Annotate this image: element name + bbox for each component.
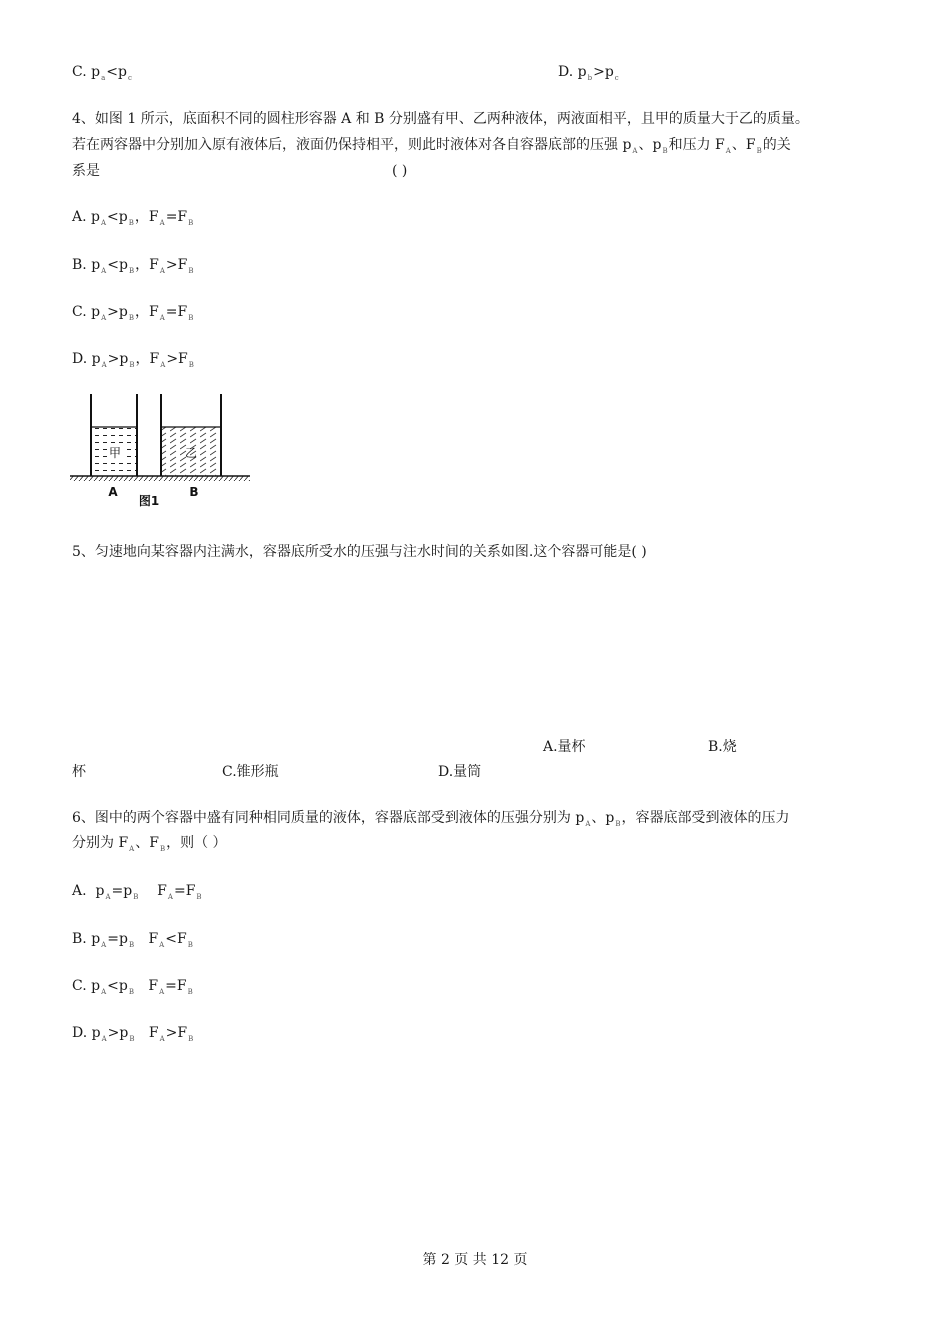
liquid-b-label: 乙 [184, 446, 198, 460]
q4-line-1: 4、如图 1 所示，底面积不同的圆柱形容器 A 和 B 分别盛有甲、乙两种液体，两液面相平，且甲的质量大于乙的质量。 [72, 111, 809, 127]
q5-question: 5、匀速地向某容器内注满水，容器底所受水的压强与注水时间的关系如图.这个容器可能是( ) [72, 544, 647, 560]
q6-option-a: A. $p_A=p_B$ $F_A=F_B$ [72, 883, 202, 901]
page-footer: 第 2 页 共 12 页 [422, 1252, 528, 1268]
q6-option-b: B. $p_A=p_B$ $F_A<F_B$ [72, 931, 193, 949]
q6-option-d: D. $p_A>p_B$ $F_A>F_B$ [72, 1025, 194, 1043]
q5-option-b: B.烧 [708, 739, 737, 755]
q4-option-c: C. $p_A>p_B$，$F_A=F_B$ [72, 304, 194, 322]
q5-option-b-cont: 杯 [72, 764, 86, 780]
q4-option-b: B. $p_A<p_B$，$F_A>F_B$ [72, 257, 194, 275]
q4-option-a: A. $p_A<p_B$，$F_A=F_B$ [72, 209, 194, 227]
q4-line-2: 若在两容器中分别加入原有液体后，液面仍保持相平，则此时液体对各自容器底部的压强 $p_A$、$p_B$和压力 $F_A$、$F_B$的关 [72, 137, 791, 155]
container-b-label: B [189, 485, 199, 499]
q4-answer-paren: ( ) [392, 163, 408, 179]
container-a-label: A [108, 485, 118, 499]
q6-line-2: 分别为 $F_A$、$F_B$，则（ ） [72, 835, 227, 853]
q4-option-d: D. $p_A>p_B$，$F_A>F_B$ [72, 351, 194, 369]
q4-line-3: 系是 [72, 163, 100, 179]
q5-option-c: C.锥形瓶 [222, 764, 279, 780]
q4-figure-containers [70, 390, 250, 515]
q6-option-c: C. $p_A<p_B$ $F_A=F_B$ [72, 978, 193, 996]
liquid-a-label: 甲 [108, 446, 122, 460]
q6-line-1: 6、图中的两个容器中盛有同种相同质量的液体，容器底部受到液体的压强分别为 $p_A$、$p_B$，容器底部受到液体的压力 [72, 810, 790, 828]
figure-caption: 图1 [138, 494, 160, 508]
q5-option-d: D.量筒 [438, 764, 482, 780]
q3-option-c: C. $p_a<p_c$ [72, 64, 132, 82]
q5-option-a: A.量杯 [543, 739, 586, 755]
q3-option-d: D. $p_b>p_c$ [558, 64, 619, 82]
